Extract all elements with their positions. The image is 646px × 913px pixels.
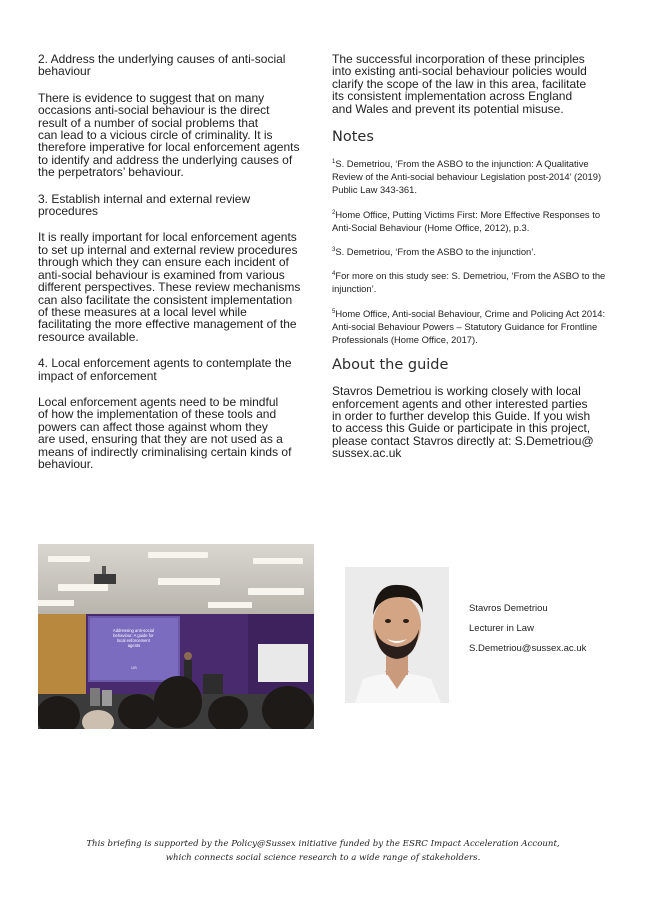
note-text: S. Demetriou, ‘From the ASBO to the injunction: A Qualitative Review of the Anti-social behaviour Legislation post-2014’ (2019) Public Law 343-361. <box>332 158 602 196</box>
section-body: It is really important for local enforcement agents to set up internal and external review procedures through which they can ensure each incident of anti-social behaviour is examined from various different perspectives. These review mechanisms can also facilitate the consistent implementation of these measures at a local level while facilitating the more effective management of the resource available. <box>38 230 301 344</box>
note-text: For more on this study see: S. Demetriou, ‘From the ASBO to the injunction’. <box>332 270 606 295</box>
note-item <box>332 307 612 347</box>
note-number: 5 <box>332 308 336 315</box>
section-4 <box>38 357 314 470</box>
section-heading: 4. Local enforcement agents to contemplate the impact of enforcement <box>38 356 292 383</box>
note-text: Home Office, Putting Victims First: More Effective Responses to Anti-Social Behaviour (Home Office, 2012), p.3. <box>332 208 601 233</box>
profile-card <box>469 603 586 663</box>
intro-paragraph: The successful incorporation of these principles into existing anti-social behaviour policies would clarify the scope of the law in this area, facilitate its consistent implementation across England and Wales and prevent its potential misuse. <box>332 52 587 116</box>
section-body: Local enforcement agents need to be mindful of how the implementation of these tools and powers can affect those against whom they are used, ensuring that they are not used as a means of indirectly criminalising certain kinds of behaviour. <box>38 394 292 471</box>
note-text: Home Office, Anti-social Behaviour, Crime and Policing Act 2014: Anti-social Behaviour Powers – Statutory Guidance for Frontline Professionals (Home Office, 2017). <box>332 307 606 346</box>
section-heading: 3. Establish internal and external review procedures <box>38 191 251 219</box>
note-item <box>332 245 612 258</box>
section-3 <box>38 193 314 343</box>
section-body: There is evidence to suggest that on many occasions anti-social behaviour is the direct result of a number of social problems that can lead to a vicious circle of criminality. It is therefore imperative for local enforcement agents to identify and address the underlying causes of the perpetrators’ behaviour. <box>38 90 300 180</box>
note-number: 1 <box>332 159 336 166</box>
notes-heading: Notes <box>332 129 374 146</box>
note-item <box>332 208 612 234</box>
presentation-photo-graphic <box>38 544 314 729</box>
note-number: 2 <box>332 209 336 216</box>
notes-list <box>332 157 612 346</box>
left-column <box>38 53 314 484</box>
presentation-photo <box>38 544 314 729</box>
about-heading: About the guide <box>332 357 449 374</box>
note-item <box>332 269 612 295</box>
slide-logo: US <box>131 665 137 670</box>
footer-note: This briefing is supported by the Policy@Sussex initiative funded by the ESRC Impact Acceleration Account, which connects social science research to a wide range of stakeholders. <box>86 839 560 863</box>
note-number: 4 <box>332 271 336 278</box>
slide-title: Addressing anti-social behaviour: A guide for local enforcement agents <box>112 628 154 648</box>
section-2 <box>38 53 314 179</box>
note-item <box>332 157 612 197</box>
note-number: 3 <box>332 247 336 254</box>
portrait-photo <box>345 567 449 703</box>
about-body: Stavros Demetriou is working closely with local enforcement agents and other interested parties in order to further develop this Guide. If you wish to access this Guide or participate in this project, please contact Stavros directly at: S.Demetriou@ sussex.ac.uk <box>332 384 594 461</box>
right-column <box>332 53 612 474</box>
section-heading: 2. Address the underlying causes of anti-social behaviour <box>38 52 286 79</box>
note-text: S. Demetriou, ‘From the ASBO to the injunction’. <box>335 246 536 258</box>
profile-name: Stavros Demetriou <box>469 603 548 614</box>
profile-role: Lecturer in Law <box>469 623 534 634</box>
portrait-graphic <box>345 567 449 703</box>
profile-email: S.Demetriou@sussex.ac.uk <box>469 643 587 654</box>
